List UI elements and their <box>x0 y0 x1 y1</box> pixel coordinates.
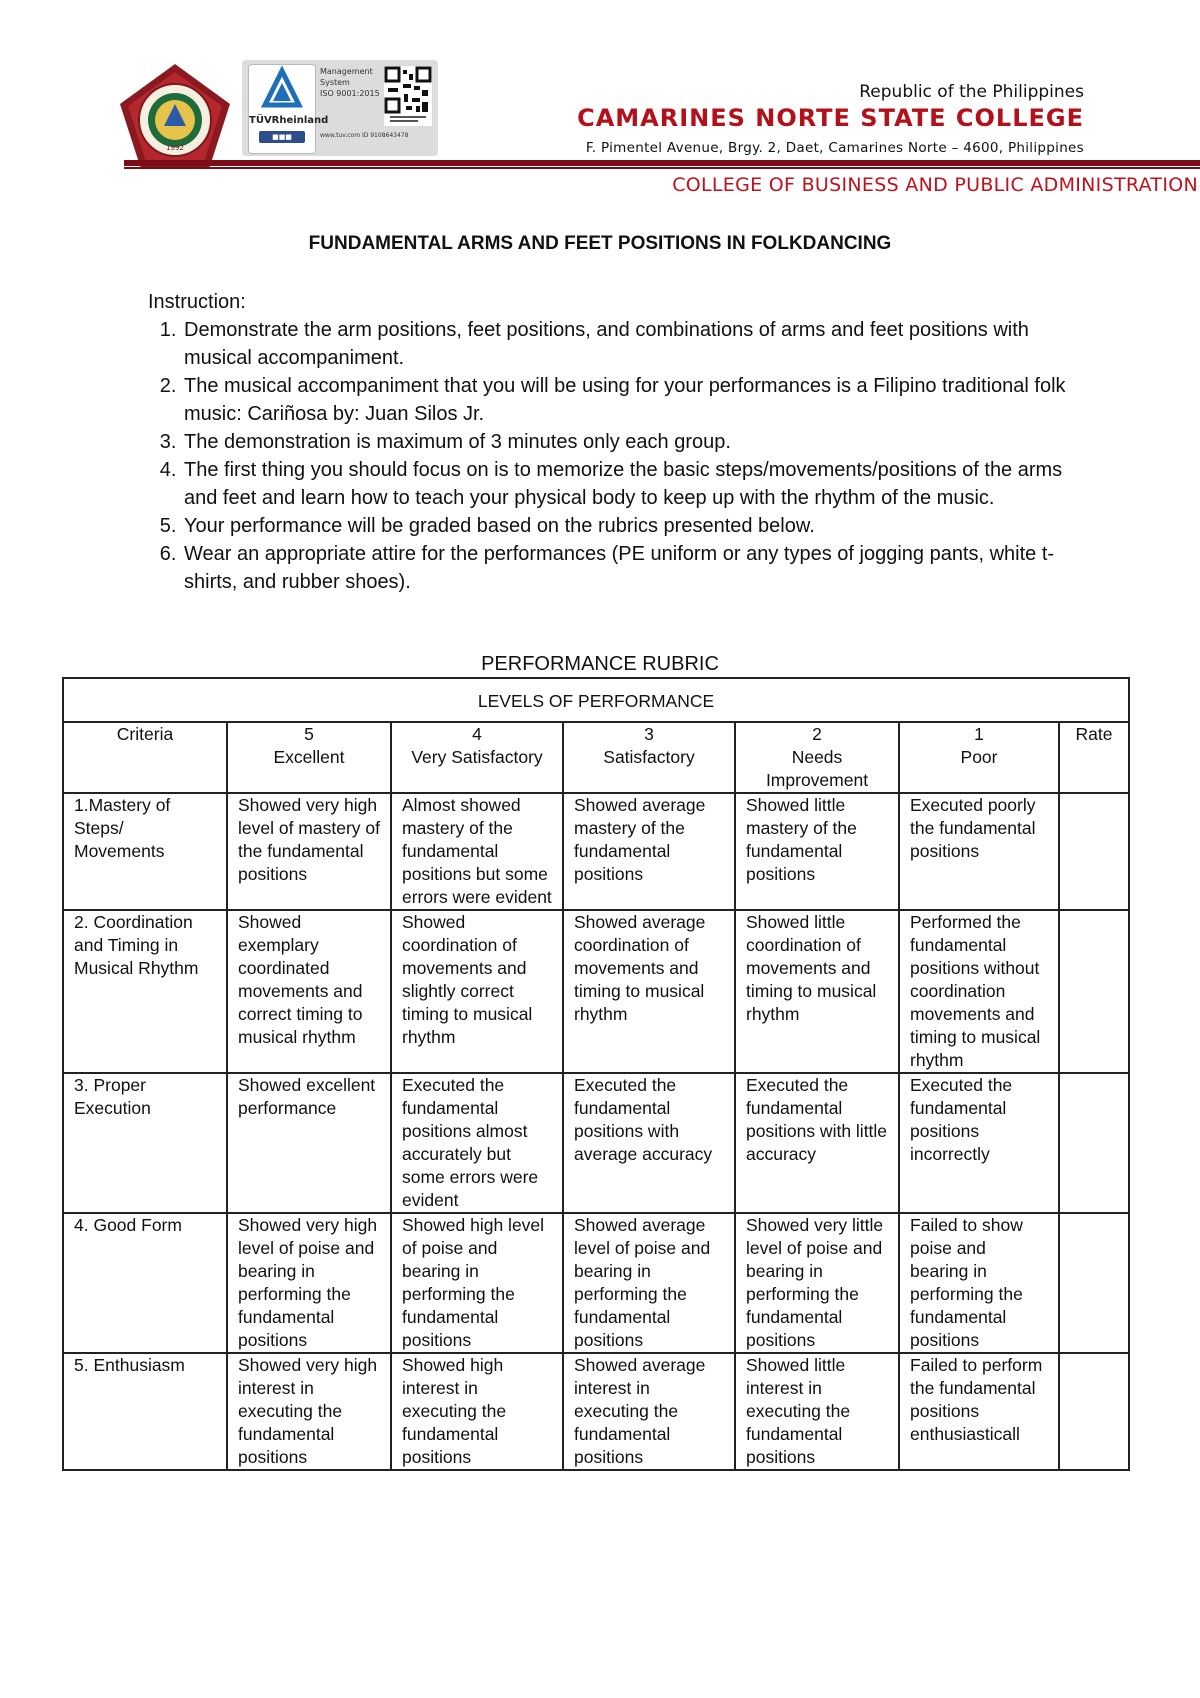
college-name: CAMARINES NORTE STATE COLLEGE <box>577 104 1084 132</box>
criteria-header <box>63 722 227 793</box>
criteria-cell: 3. Proper Execution <box>63 1073 227 1213</box>
level-1-cell: Executed the fundamental positions incorrectly <box>899 1073 1059 1213</box>
level-1-cell: Failed to perform the fundamental positions enthusiasticall <box>899 1353 1059 1470</box>
cert-line-3: ISO 9001:2015 <box>320 89 380 98</box>
republic-label: Republic of the Philippines <box>859 82 1084 102</box>
level-4-cell: Showed high interest in executing the fundamental positions <box>391 1353 563 1470</box>
level-number: 1 <box>974 724 984 744</box>
level-4-header <box>391 722 563 793</box>
rate-cell[interactable] <box>1059 1353 1129 1470</box>
level-5-header <box>227 722 391 793</box>
level-2-cell: Showed little interest in executing the fundamental positions <box>735 1353 899 1470</box>
level-number: 4 <box>472 724 482 744</box>
instructions <box>148 288 1088 596</box>
level-label: Very Satisfactory <box>411 747 543 767</box>
instruction-item: 1. Demonstrate the arm positions, feet positions, and combinations of arms and feet positions with musical accompaniment. <box>182 316 1088 372</box>
level-label: Needs Improvement <box>765 747 869 790</box>
level-1-header <box>899 722 1059 793</box>
cert-small-text: www.tuv.com ID 9108643478 <box>320 132 409 139</box>
criteria-cell: 5. Enthusiasm <box>63 1353 227 1470</box>
criteria-cell: 1.Mastery of Steps/ Movements <box>63 793 227 910</box>
level-2-header <box>735 722 899 793</box>
cert-line-1: Management <box>320 67 373 76</box>
level-label: Satisfactory <box>603 747 695 767</box>
level-5-cell: Showed excellent performance <box>227 1073 391 1213</box>
levels-header: LEVELS OF PERFORMANCE <box>63 678 1129 722</box>
level-1-cell: Executed poorly the fundamental positions <box>899 793 1059 910</box>
level-5-cell: Showed exemplary coordinated movements and correct timing to musical rhythm <box>227 910 391 1073</box>
rate-cell[interactable] <box>1059 910 1129 1073</box>
qr-code-icon <box>384 66 432 126</box>
rubric-title: PERFORMANCE RUBRIC <box>481 653 719 675</box>
level-label: Excellent <box>273 747 345 767</box>
college-address: F. Pimentel Avenue, Brgy. 2, Daet, Camarines Norte – 4600, Philippines <box>585 140 1084 156</box>
instruction-item: 6. Wear an appropriate attire for the performances (PE uniform or any types of jogging pants, white t-shirts, and rubber shoes). <box>182 540 1088 596</box>
cert-text <box>320 66 380 99</box>
level-5-cell: Showed very high interest in executing the fundamental positions <box>227 1353 391 1470</box>
iso-certification-badge <box>242 60 438 156</box>
rate-header <box>1059 722 1129 793</box>
college-seal-logo <box>118 62 232 172</box>
tuv-triangle-icon <box>249 65 315 113</box>
level-3-cell: Executed the fundamental positions with average accuracy <box>563 1073 735 1213</box>
rate-cell[interactable] <box>1059 1213 1129 1353</box>
level-5-cell: Showed very high level of mastery of the fundamental positions <box>227 793 391 910</box>
level-4-cell: Almost showed mastery of the fundamental positions but some errors were evident <box>391 793 563 910</box>
criteria-cell: 4. Good Form <box>63 1213 227 1353</box>
level-2-cell: Executed the fundamental positions with little accuracy <box>735 1073 899 1213</box>
performance-rubric-table <box>62 677 1130 1471</box>
tuv-brand: TÜVRheinland <box>249 115 329 126</box>
instruction-item: 3. The demonstration is maximum of 3 minutes only each group. <box>182 428 1088 456</box>
level-1-cell: Performed the fundamental positions without coordination movements and timing to musical rhythm <box>899 910 1059 1073</box>
level-3-cell: Showed average mastery of the fundamental positions <box>563 793 735 910</box>
level-4-cell: Showed coordination of movements and slightly correct timing to musical rhythm <box>391 910 563 1073</box>
header-divider-thin <box>124 167 1200 169</box>
rate-label: Rate <box>1075 724 1113 744</box>
instruction-list <box>148 316 1088 596</box>
criteria-cell: 2. Coordination and Timing in Musical Rhythm <box>63 910 227 1073</box>
level-2-cell: Showed very little level of poise and bearing in performing the fundamental positions <box>735 1213 899 1353</box>
tuv-logo <box>248 64 329 154</box>
level-3-cell: Showed average coordination of movements and timing to musical rhythm <box>563 910 735 1073</box>
rubric-row <box>63 1073 1129 1213</box>
level-number: 5 <box>304 724 314 744</box>
level-3-cell: Showed average level of poise and bearing in performing the fundamental positions <box>563 1213 735 1353</box>
rubric-row <box>63 910 1129 1073</box>
level-5-cell: Showed very high level of poise and bearing in performing the fundamental positions <box>227 1213 391 1353</box>
instruction-item: 4. The first thing you should focus on is to memorize the basic steps/movements/positions of the arms and feet and learn how to teach your physical body to keep up with the rhythm of the music. <box>182 456 1088 512</box>
rate-cell[interactable] <box>1059 1073 1129 1213</box>
tuv-id-bar: ■■■ <box>259 131 305 143</box>
instruction-heading: Instruction: <box>148 291 246 313</box>
seal-year: 1992 <box>166 144 184 152</box>
level-1-cell: Failed to show poise and bearing in performing the fundamental positions <box>899 1213 1059 1353</box>
rubric-row <box>63 1353 1129 1470</box>
rate-cell[interactable] <box>1059 793 1129 910</box>
instruction-item: 2. The musical accompaniment that you will be using for your performances is a Filipino traditional folk music: Cariñosa by: Juan Silos Jr. <box>182 372 1088 428</box>
rubric-row <box>63 793 1129 910</box>
level-3-cell: Showed average interest in executing the fundamental positions <box>563 1353 735 1470</box>
level-label: Poor <box>960 747 998 767</box>
level-4-cell: Executed the fundamental positions almost accurately but some errors were evident <box>391 1073 563 1213</box>
level-4-cell: Showed high level of poise and bearing in performing the fundamental positions <box>391 1213 563 1353</box>
document-title: FUNDAMENTAL ARMS AND FEET POSITIONS IN FOLKDANCING <box>308 233 892 254</box>
level-number: 2 <box>812 724 822 744</box>
department-name: COLLEGE OF BUSINESS AND PUBLIC ADMINISTRATION <box>672 174 1198 196</box>
level-number: 3 <box>644 724 654 744</box>
header-divider <box>124 160 1200 166</box>
level-3-header <box>563 722 735 793</box>
criteria-label: Criteria <box>116 724 174 744</box>
instruction-item: 5. Your performance will be graded based on the rubrics presented below. <box>182 512 1088 540</box>
rubric-row <box>63 1213 1129 1353</box>
level-2-cell: Showed little coordination of movements and timing to musical rhythm <box>735 910 899 1073</box>
cert-line-2: System <box>320 78 350 87</box>
rubric-header-row <box>63 722 1129 793</box>
level-2-cell: Showed little mastery of the fundamental positions <box>735 793 899 910</box>
